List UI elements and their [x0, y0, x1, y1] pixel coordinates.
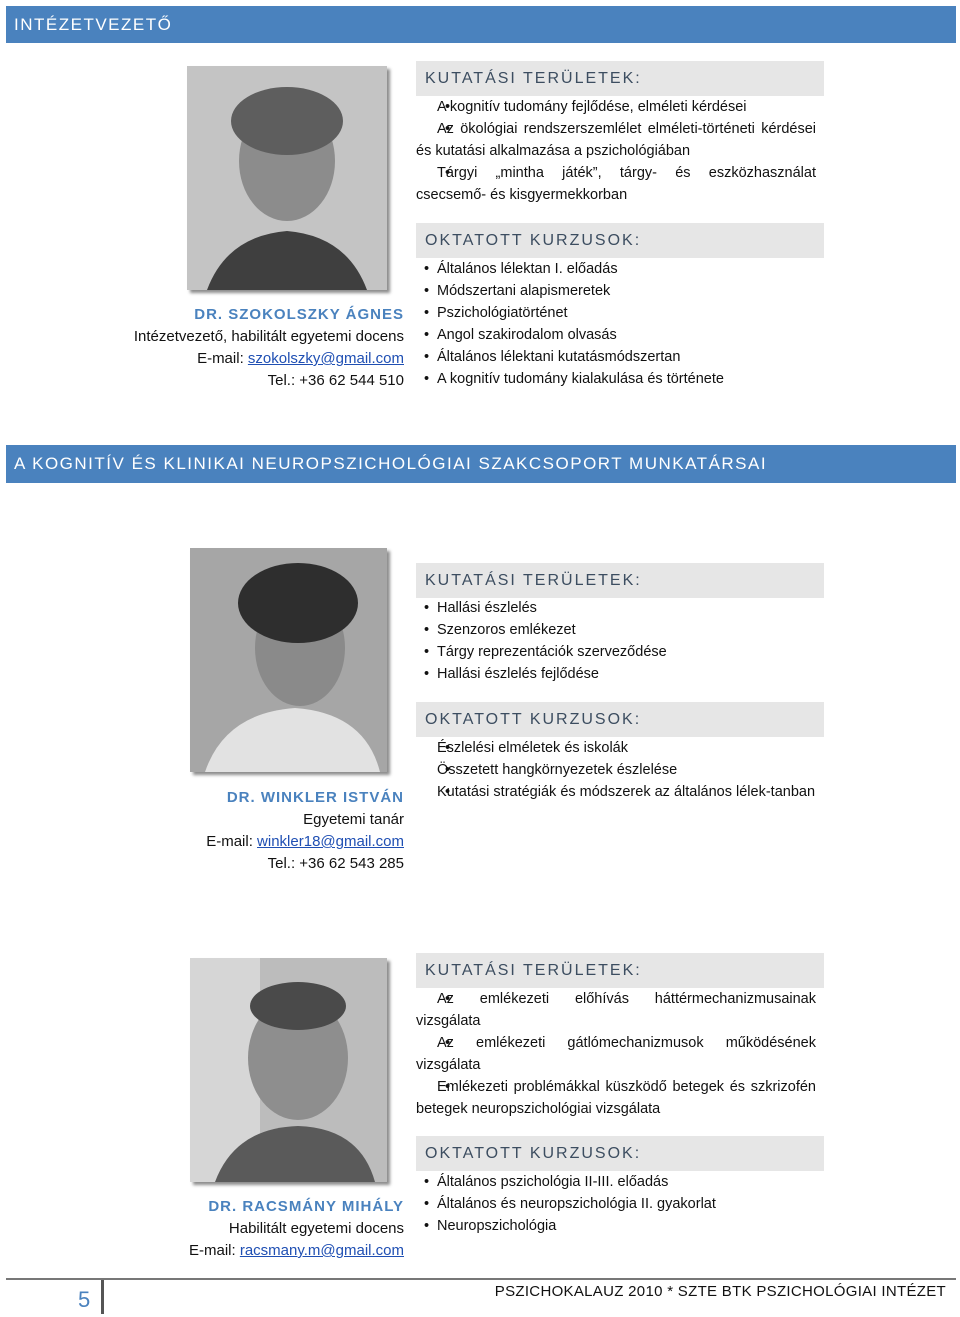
person-name: DR. RACSMÁNY MIHÁLY	[208, 1198, 404, 1215]
email-link[interactable]: racsmany.m@gmail.com	[239, 1242, 404, 1259]
section-title: INTÉZETVEZETŐ	[14, 14, 173, 34]
list-item: • Az emlékezeti gátlómechanizmusok működésének vizsgálata	[416, 1032, 816, 1076]
research-heading: KUTATÁSI TERÜLETEK:	[416, 953, 824, 988]
list-item: • Hallási észlelés	[416, 597, 816, 619]
list-item: • Neuropszichológia	[416, 1215, 816, 1237]
list-item: • Általános lélektan I. előadás	[416, 258, 816, 280]
list-item: • Általános és neuropszichológia II. gyakorlat	[416, 1193, 816, 1215]
list-item: • Az ökológiai rendszerszemlélet elméleti-történeti kérdései és kutatási alkalmazása a pszichológiában	[416, 118, 816, 162]
person-name: DR. WINKLER ISTVÁN	[226, 789, 404, 806]
person-name: DR. SZOKOLSZKY ÁGNES	[194, 306, 404, 323]
person-email-line	[84, 348, 404, 370]
list-item: • A kognitív tudomány fejlődése, elméleti kérdései	[416, 96, 816, 118]
research-list	[416, 96, 816, 206]
list-item: • Észlelési elméletek és iskolák	[416, 737, 816, 759]
list-item: • Emlékezeti problémákkal küszködő betegek és szkrizofén betegek neuropszichológiai vizsgálata	[416, 1076, 816, 1120]
list-item: • Összetett hangkörnyezetek észlelése	[416, 759, 816, 781]
section-banner-staff	[6, 445, 956, 483]
footer-divider	[6, 1278, 956, 1280]
courses-heading: OKTATOTT KURZUSOK:	[416, 702, 824, 737]
courses-heading: OKTATOTT KURZUSOK:	[416, 1136, 824, 1171]
portrait-photo-racsmany	[190, 958, 387, 1182]
email-link[interactable]: winkler18@gmail.com	[257, 833, 404, 850]
courses-heading: OKTATOTT KURZUSOK:	[416, 223, 824, 258]
email-label: E-mail:	[206, 833, 258, 850]
list-item: • Tárgy reprezentációk szerveződése	[416, 641, 816, 663]
person-role: Intézetvezető, habilitált egyetemi docens	[133, 328, 404, 345]
person-phone: Tel.: +36 62 544 510	[267, 372, 404, 389]
list-item: • Általános lélektani kutatásmódszertan	[416, 346, 816, 368]
footer-title: PSZICHOKALAUZ 2010 * SZTE BTK PSZICHOLÓGIAI INTÉZET	[494, 1283, 946, 1300]
person-card-szokolszky	[84, 304, 404, 392]
person-card-racsmany	[84, 1196, 404, 1262]
list-item: • Az emlékezeti előhívás háttérmechanizmusainak vizsgálata	[416, 988, 816, 1032]
page-number: 5	[78, 1287, 91, 1312]
person-phone: Tel.: +36 62 543 285	[267, 855, 404, 872]
research-list	[416, 597, 816, 685]
person-role: Habilitált egyetemi docens	[228, 1220, 404, 1237]
list-item: • Általános pszichológia II-III. előadás	[416, 1171, 816, 1193]
section-title: A KOGNITÍV ÉS KLINIKAI NEUROPSZICHOLÓGIAI SZAKCSOPORT MUNKATÁRSAI	[14, 454, 768, 473]
list-item: • Angol szakirodalom olvasás	[416, 324, 816, 346]
page-number-divider	[101, 1280, 104, 1314]
courses-list	[416, 258, 816, 390]
courses-list	[416, 737, 816, 803]
portrait-photo-winkler	[190, 548, 387, 772]
person-email-line	[84, 1240, 404, 1262]
person-email-line	[84, 831, 404, 853]
email-label: E-mail:	[189, 1242, 240, 1259]
list-item: • Pszichológiatörténet	[416, 302, 816, 324]
list-item: • A kognitív tudomány kialakulása és története	[416, 368, 816, 390]
list-item: • Tárgyi „mintha játék”, tárgy- és eszközhasználat csecsemő- és kisgyermekkorban	[416, 162, 816, 206]
research-list	[416, 988, 816, 1120]
list-item: • Kutatási stratégiák és módszerek az általános lélek-tanban	[416, 781, 816, 803]
list-item: • Módszertani alapismeretek	[416, 280, 816, 302]
list-item: • Hallási észlelés fejlődése	[416, 663, 816, 685]
research-heading: KUTATÁSI TERÜLETEK:	[416, 61, 824, 96]
email-label: E-mail:	[197, 350, 248, 367]
courses-list	[416, 1171, 816, 1237]
section-banner-director	[6, 6, 956, 43]
portrait-photo-szokolszky	[187, 66, 387, 290]
person-card-winkler	[84, 787, 404, 875]
person-role: Egyetemi tanár	[303, 811, 404, 828]
email-link[interactable]: szokolszky@gmail.com	[247, 350, 404, 367]
research-heading: KUTATÁSI TERÜLETEK:	[416, 563, 824, 598]
list-item: • Szenzoros emlékezet	[416, 619, 816, 641]
